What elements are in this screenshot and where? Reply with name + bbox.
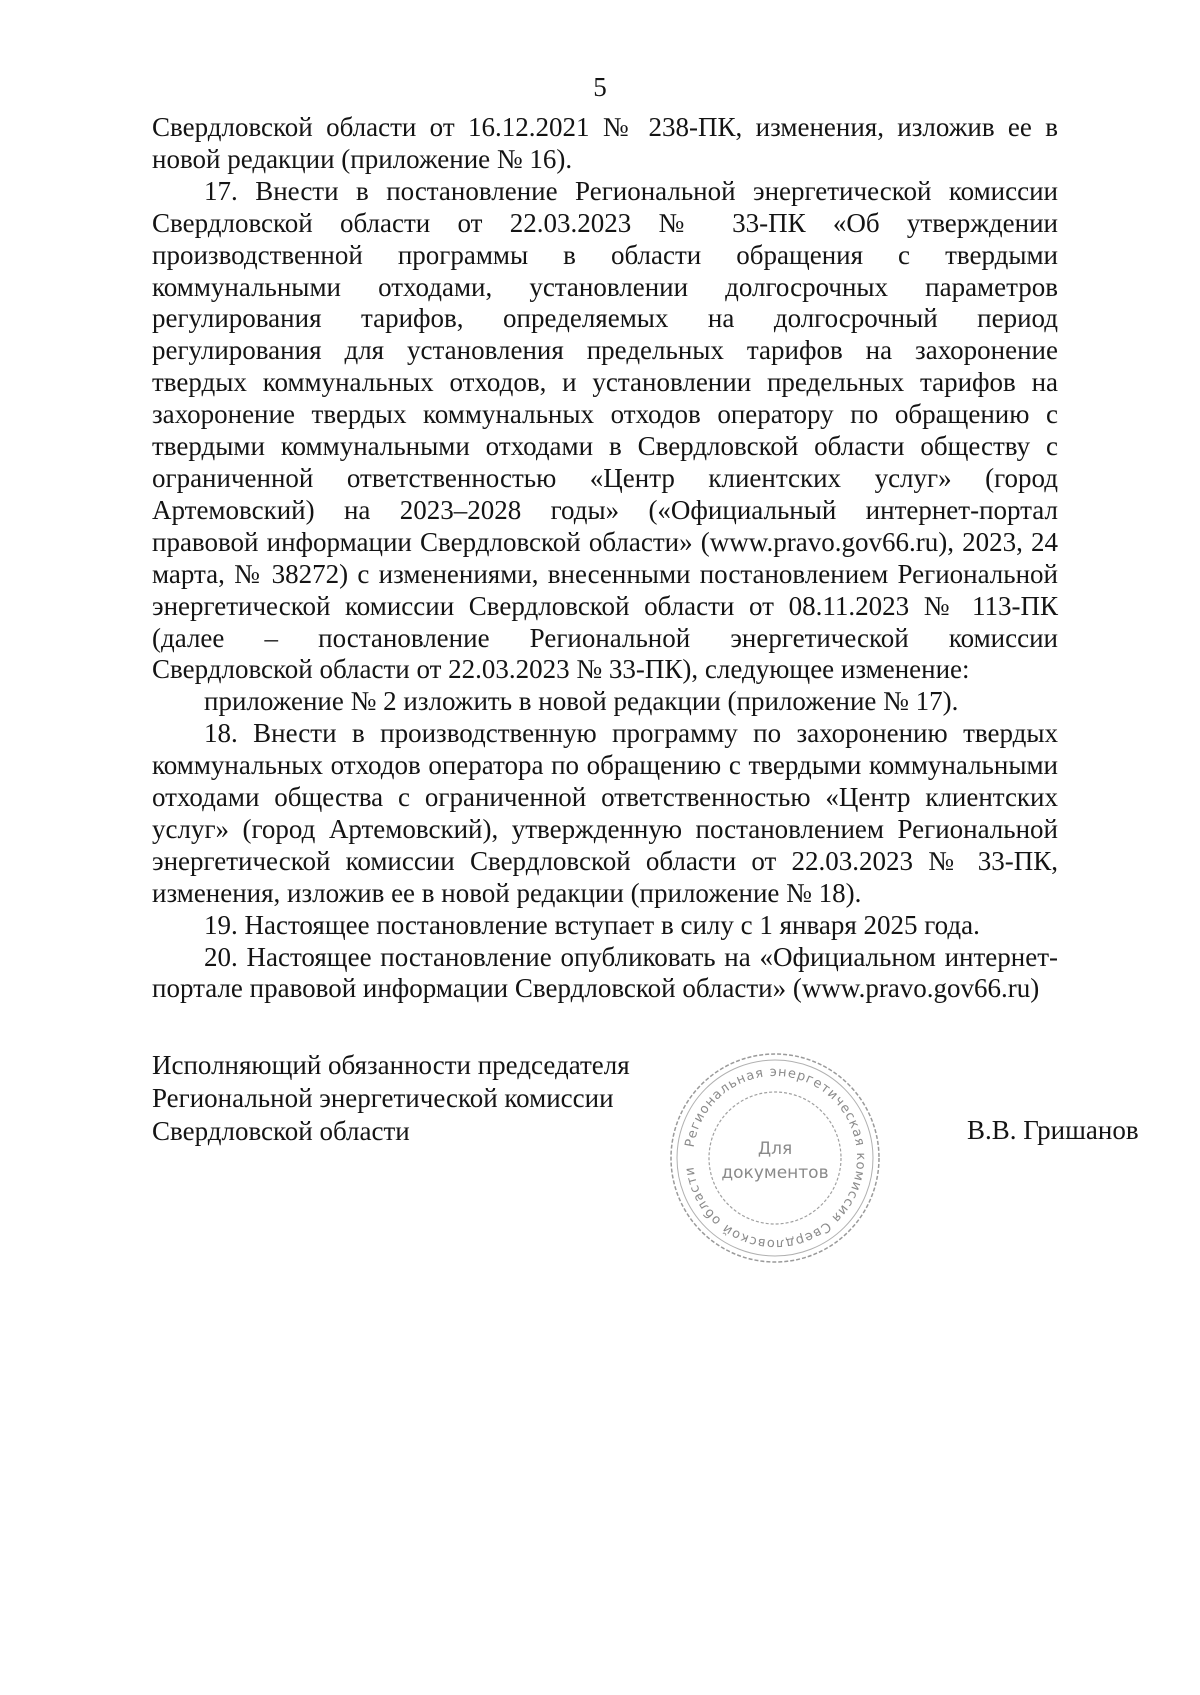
document-body: [152, 112, 1058, 1005]
signatory-title: [152, 1049, 630, 1148]
stamp-seal-icon: [665, 1048, 885, 1268]
paragraph-item-17-change: приложение № 2 изложить в новой редакции (приложение № 17).: [204, 686, 959, 717]
stamp-center-line: документов: [721, 1163, 829, 1183]
signatory-title-line: Региональной энергетической комиссии: [152, 1083, 614, 1113]
paragraph-item-19: 19. Настоящее постановление вступает в силу с 1 января 2025 года.: [204, 909, 980, 940]
stamp-ring-text: Региональная энергетическая комиссия Свердловской области: [682, 1064, 869, 1252]
signer-name: В.В. Гришанов: [967, 1115, 1139, 1145]
paragraph-item-18: 18. Внести в производственную программу по захоронению твердых коммунальных отходов оператора по обращению с твердыми коммунальными отходами общества с ограниченной ответственностью «Центр клиентских услуг» (город Артемовский), утвержденную постановлением Региональной энергетической комиссии Свердловской области от 22.03.2023 № 33-ПК, изменения, изложив ее в новой редакции (приложение № 18).: [152, 718, 1058, 908]
official-stamp: [665, 1048, 885, 1268]
signatory-title-line: Свердловской области: [152, 1116, 410, 1146]
stamp-center-line: Для: [757, 1139, 793, 1159]
paragraph-continuation: Свердловской области от 16.12.2021 № 238-ПК, изменения, изложив ее в новой редакции (приложение № 16).: [152, 112, 1058, 174]
signatory-title-line: Исполняющий обязанности председателя: [152, 1050, 630, 1080]
paragraph-item-17: 17. Внести в постановление Региональной энергетической комиссии Свердловской области от 22.03.2023 № 33-ПК «Об утверждении производственной программы в области обращения с твердыми коммунальными отходами, установлении долгосрочных параметров регулирования тарифов, определяемых на долгосрочный период регулирования для установления предельных тарифов на захоронение твердых коммунальных отходов, и установлении предельных тарифов на захоронение твердых коммунальных отходов оператору по обращению с твердыми коммунальными отходами в Свердловской области обществу с ограниченной ответственностью «Центр клиентских услуг» (город Артемовский) на 2023–2028 годы» («Официальный интернет-портал правовой информации Свердловской области» (www.pravo.gov66.ru), 2023, 24 марта, № 38272) с изменениями, внесенными постановлением Региональной энергетической комиссии Свердловской области от 08.11.2023 № 113-ПК (далее – постановление Региональной энергетической комиссии Свердловской области от 22.03.2023 № 33-ПК), следующее изменение:: [152, 175, 1058, 685]
page-number: 5: [593, 72, 607, 102]
paragraph-item-20: 20. Настоящее постановление опубликовать на «Официальном интернет-портале правовой информации Свердловской области» (www.pravo.gov66.ru): [152, 941, 1058, 1004]
